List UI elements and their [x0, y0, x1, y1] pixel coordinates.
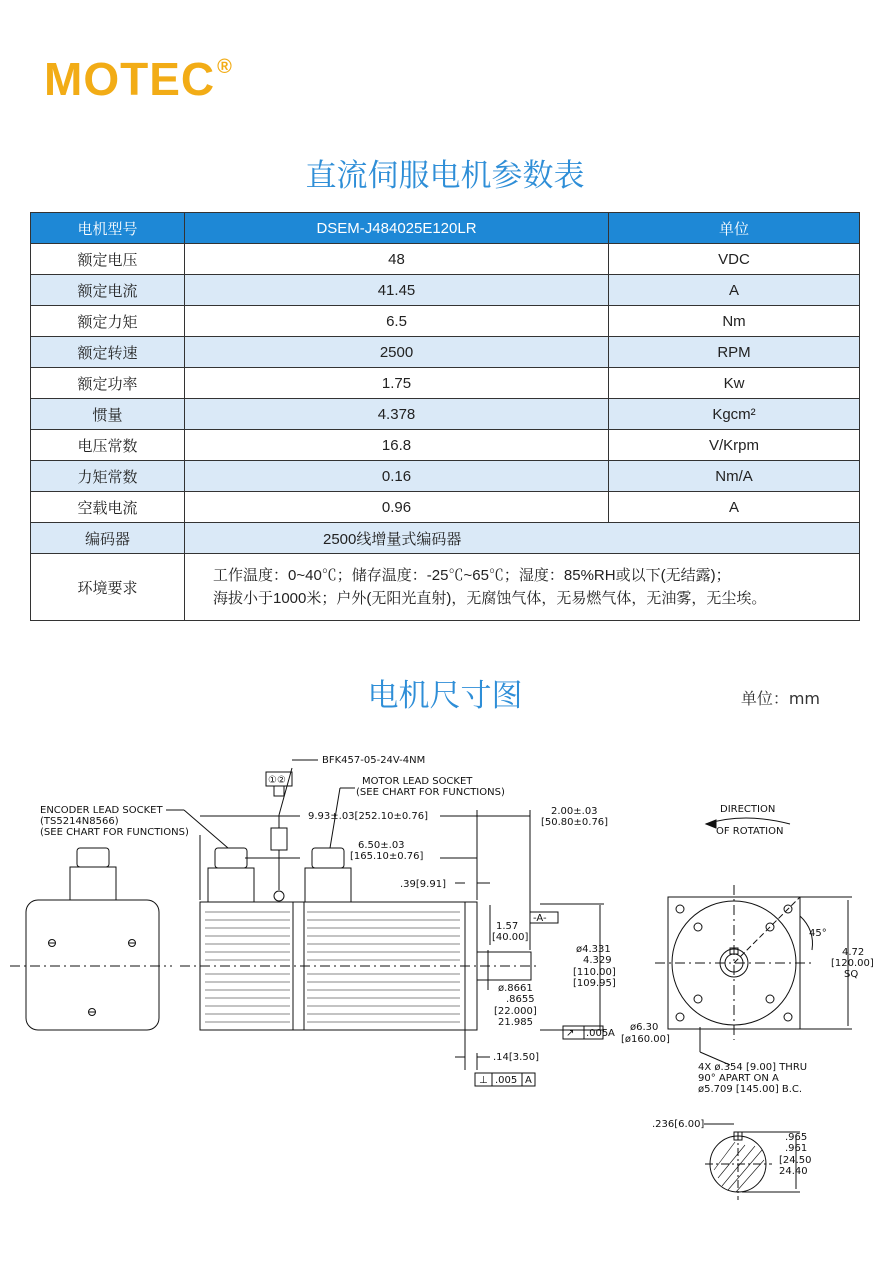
runout-symbol: ↗ [566, 1028, 575, 1039]
row-value: 4.378 [185, 399, 609, 430]
header-label: 电机型号 [31, 213, 185, 244]
row-unit: Kw [609, 368, 860, 399]
row-unit: Kgcm² [609, 399, 860, 430]
encoder-value: 2500线增量式编码器 [185, 523, 860, 554]
dim-length: 9.93±.03[252.10±0.76] [308, 811, 428, 822]
key-depth-4: 24.40 [779, 1166, 808, 1177]
environment-line-2: 海拔小于1000米；户外(无阳光直射)，无腐蚀气体，无易燃气体，无油雾，无尘埃。 [213, 590, 767, 607]
dim-pilot-1: ø4.331 [576, 944, 611, 955]
perpendicular-tolerance: .005 [495, 1075, 518, 1086]
row-value: 2500 [185, 337, 609, 368]
runout-tolerance: .005 [586, 1028, 609, 1039]
row-unit: VDC [609, 244, 860, 275]
encoder-row [31, 523, 860, 554]
row-unit: V/Krpm [609, 430, 860, 461]
row-label: 额定电压 [31, 244, 185, 275]
row-label: 额定电流 [31, 275, 185, 306]
brake-label: BFK457-05-24V-4NM [322, 755, 426, 766]
dim-shaft-length-1: 2.00±.03 [551, 806, 598, 817]
row-unit: A [609, 492, 860, 523]
row-value: 41.45 [185, 275, 609, 306]
spec-table [30, 212, 860, 621]
row-label: 额定转速 [31, 337, 185, 368]
row-label: 电压常数 [31, 430, 185, 461]
motor-socket-label-2: (SEE CHART FOR FUNCTIONS) [356, 787, 505, 798]
registered-mark: ® [217, 56, 233, 78]
dim-shaft-dia-4: 21.985 [498, 1017, 533, 1028]
row-unit: A [609, 275, 860, 306]
rotation-label-2: OF ROTATION [716, 826, 784, 837]
spec-title: 直流伺服电机参数表 [305, 158, 585, 194]
environment-label: 环境要求 [31, 554, 185, 621]
dim-014: .14[3.50] [493, 1052, 539, 1063]
row-label: 惯量 [31, 399, 185, 430]
spec-row [31, 244, 860, 275]
row-label: 力矩常数 [31, 461, 185, 492]
dimension-title: 电机尺寸图 [367, 678, 523, 714]
dim-shaft-dia-1: ø.8661 [498, 983, 533, 994]
encoder-socket-label-1: ENCODER LEAD SOCKET [40, 805, 163, 816]
dimension-unit: 单位：mm [740, 689, 820, 708]
row-label: 额定功率 [31, 368, 185, 399]
perpendicular-datum: A [525, 1075, 532, 1086]
dim-039: .39[9.91] [400, 879, 446, 890]
spec-row [31, 492, 860, 523]
holes-label-2: 90° APART ON A [698, 1073, 779, 1084]
spec-row [31, 275, 860, 306]
dim-connector-2: [165.10±0.76] [350, 851, 424, 862]
key-width: .236[6.00] [652, 1119, 705, 1130]
brake-symbol: ①② [268, 775, 286, 786]
header-value: DSEM-J484025E120LR [185, 213, 609, 244]
spec-row [31, 337, 860, 368]
motor-socket-label-1: MOTOR LEAD SOCKET [362, 776, 473, 787]
row-unit: RPM [609, 337, 860, 368]
dim-shaft-dia-3: [22.000] [494, 1006, 537, 1017]
key-depth-2: .961 [785, 1143, 808, 1154]
angle-label: 45° [809, 928, 827, 939]
spec-row [31, 368, 860, 399]
spec-row [31, 430, 860, 461]
dim-pilot-2: 4.329 [583, 955, 612, 966]
key-depth-3: [24.50 [779, 1155, 812, 1166]
row-value: 16.8 [185, 430, 609, 461]
dim-connector-1: 6.50±.03 [358, 840, 405, 851]
encoder-socket-label-2: (TS5214N8566) [40, 816, 119, 827]
square-dim-3: SQ [844, 969, 859, 980]
flange-dia-2: [ø160.00] [621, 1034, 670, 1045]
square-dim-2: [120.00] [831, 958, 874, 969]
flange-dia-1: ø6.30 [630, 1022, 659, 1033]
holes-label-1: 4X ø.354 [9.00] THRU [698, 1062, 808, 1073]
spec-header-row [31, 213, 860, 244]
dim-shaft-dia-2: .8655 [506, 994, 535, 1005]
row-value: 0.16 [185, 461, 609, 492]
brand-logo [44, 52, 233, 106]
spec-row [31, 399, 860, 430]
environment-value [185, 554, 860, 621]
runout-datum: A [608, 1028, 615, 1039]
datum-a: -A- [533, 913, 547, 924]
row-unit: Nm [609, 306, 860, 337]
header-unit: 单位 [609, 213, 860, 244]
key-depth-1: .965 [785, 1132, 808, 1143]
front-view [655, 818, 852, 1065]
rotation-label-1: DIRECTION [720, 804, 776, 815]
brand-name: MOTEC [44, 53, 216, 105]
encoder-socket-label-3: (SEE CHART FOR FUNCTIONS) [40, 827, 189, 838]
spec-row [31, 461, 860, 492]
row-label: 空载电流 [31, 492, 185, 523]
environment-row [31, 554, 860, 621]
row-value: 1.75 [185, 368, 609, 399]
perpendicular-symbol: ⊥ [479, 1075, 488, 1086]
dim-157-1: 1.57 [496, 921, 519, 932]
encoder-label: 编码器 [31, 523, 185, 554]
environment-line-1: 工作温度：0~40℃；储存温度：-25℃~65℃；湿度：85%RH或以下(无结露)； [213, 567, 731, 584]
holes-label-3: ø5.709 [145.00] B.C. [698, 1084, 803, 1095]
dim-157-2: [40.00] [492, 932, 529, 943]
dimension-drawing [0, 740, 890, 1260]
row-value: 6.5 [185, 306, 609, 337]
square-dim-1: 4.72 [842, 947, 865, 958]
spec-row [31, 306, 860, 337]
row-value: 0.96 [185, 492, 609, 523]
dim-pilot-3: [110.00] [573, 967, 616, 978]
dim-shaft-length-2: [50.80±0.76] [541, 817, 609, 828]
row-label: 额定力矩 [31, 306, 185, 337]
row-unit: Nm/A [609, 461, 860, 492]
rear-view [10, 848, 172, 1030]
dim-pilot-4: [109.95] [573, 978, 616, 989]
row-value: 48 [185, 244, 609, 275]
